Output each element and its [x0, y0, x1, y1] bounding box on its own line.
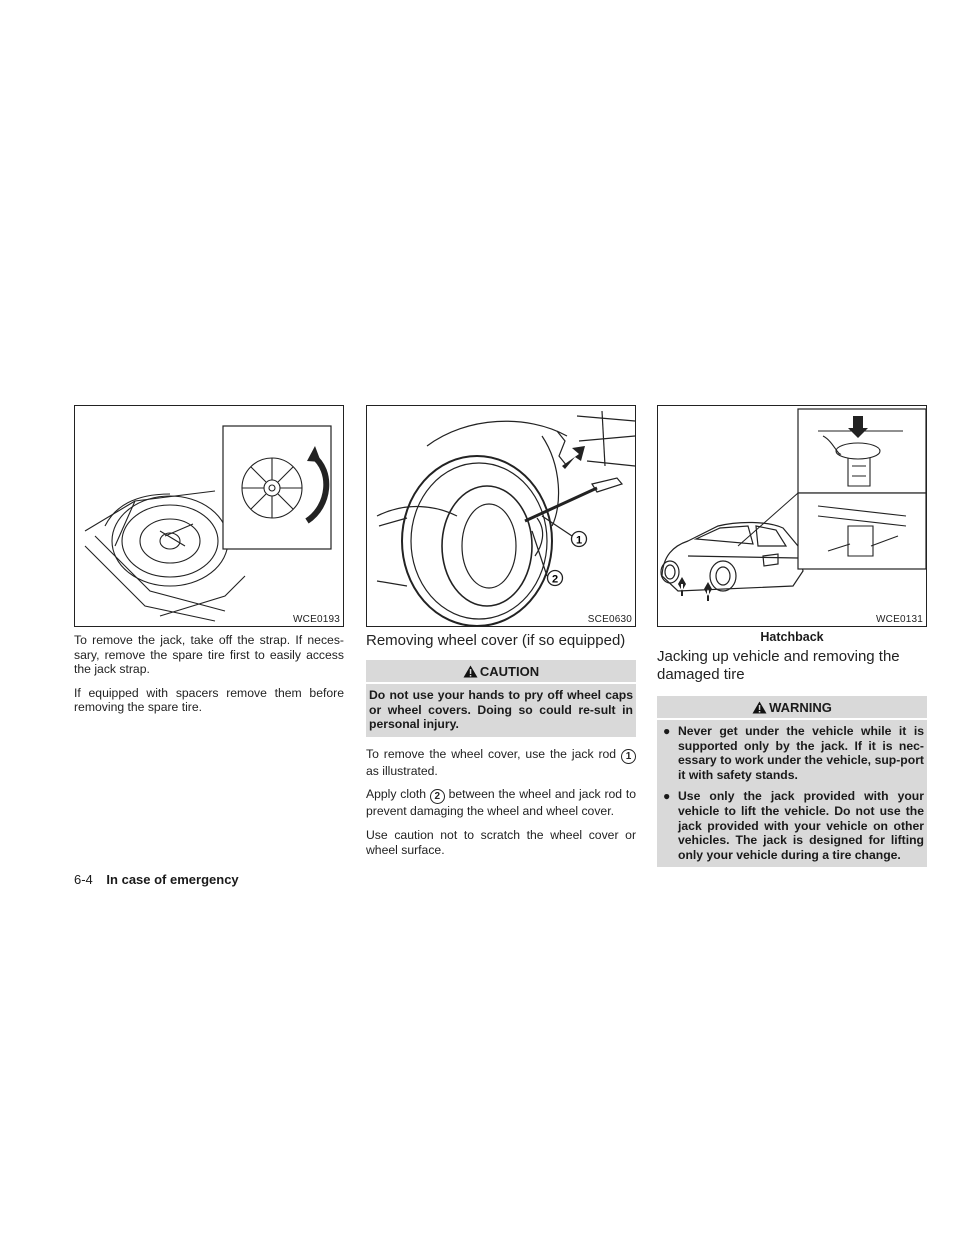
column-3 [657, 405, 927, 867]
paragraph: To remove the jack, take off the strap. If neces-sary, remove the spare tire first to easily access the jack strap. [74, 633, 344, 677]
page-footer [74, 872, 239, 887]
figure-code: WCE0131 [876, 614, 923, 625]
jacking-figure [657, 405, 927, 627]
paragraph: If equipped with spacers remove them before removing the spare tire. [74, 685, 344, 715]
figure-caption: Hatchback [760, 630, 824, 644]
paragraph: Use caution not to scratch the wheel cover or wheel surface. [366, 827, 636, 857]
caution-text: Do not use your hands to pry off wheel caps or wheel covers. Doing so could re-sult in personal injury. [369, 688, 633, 732]
warning-triangle-icon [463, 665, 478, 678]
caution-title: CAUTION [479, 664, 540, 679]
figure-code: SCE0630 [587, 614, 632, 625]
jacking-illustration [658, 406, 926, 626]
caution-box [366, 660, 636, 737]
page-number: 6-4 [74, 872, 93, 887]
callout-2: 2 [551, 573, 559, 586]
callout-2-inline: 2 [430, 789, 445, 804]
wheel-cover-figure [366, 405, 636, 627]
section-heading: Jacking up vehicle and removing the damaged tire [657, 648, 900, 683]
warning-box [657, 696, 927, 867]
paragraph: Apply cloth 2 between the wheel and jack rod to prevent damaging the wheel and wheel cover. [366, 787, 637, 819]
callout-1: 1 [575, 534, 583, 547]
list-item: ● Use only the jack provided with your vehicle to lift the vehicle. Do not use the jack provided with your vehicle on other vehicles. The jack is designed for lifting only your vehicle during a tire change. [663, 789, 924, 862]
list-item: ● Never get under the vehicle while it is supported only by the jack. If it is nec-essary to work under the vehicle, sup-port it with safety stands. [663, 724, 924, 782]
warning-triangle-icon [752, 701, 767, 714]
callout-1-inline: 1 [621, 749, 636, 764]
wheel-cover-illustration [367, 406, 635, 626]
warning-title: WARNING [769, 700, 832, 715]
warning-list [660, 724, 924, 862]
bullet-icon: ● [663, 724, 671, 738]
spare-tire-illustration [75, 406, 343, 626]
section-title: In case of emergency [106, 872, 239, 887]
figure-code: WCE0193 [293, 614, 340, 625]
paragraph: To remove the wheel cover, use the jack rod 1 as illustrated. [366, 747, 636, 779]
column-2 [366, 405, 636, 857]
section-heading: Removing wheel cover (if so equipped) [366, 632, 626, 649]
column-1 [74, 405, 344, 715]
bullet-icon: ● [663, 789, 671, 804]
spare-tire-figure [74, 405, 344, 627]
